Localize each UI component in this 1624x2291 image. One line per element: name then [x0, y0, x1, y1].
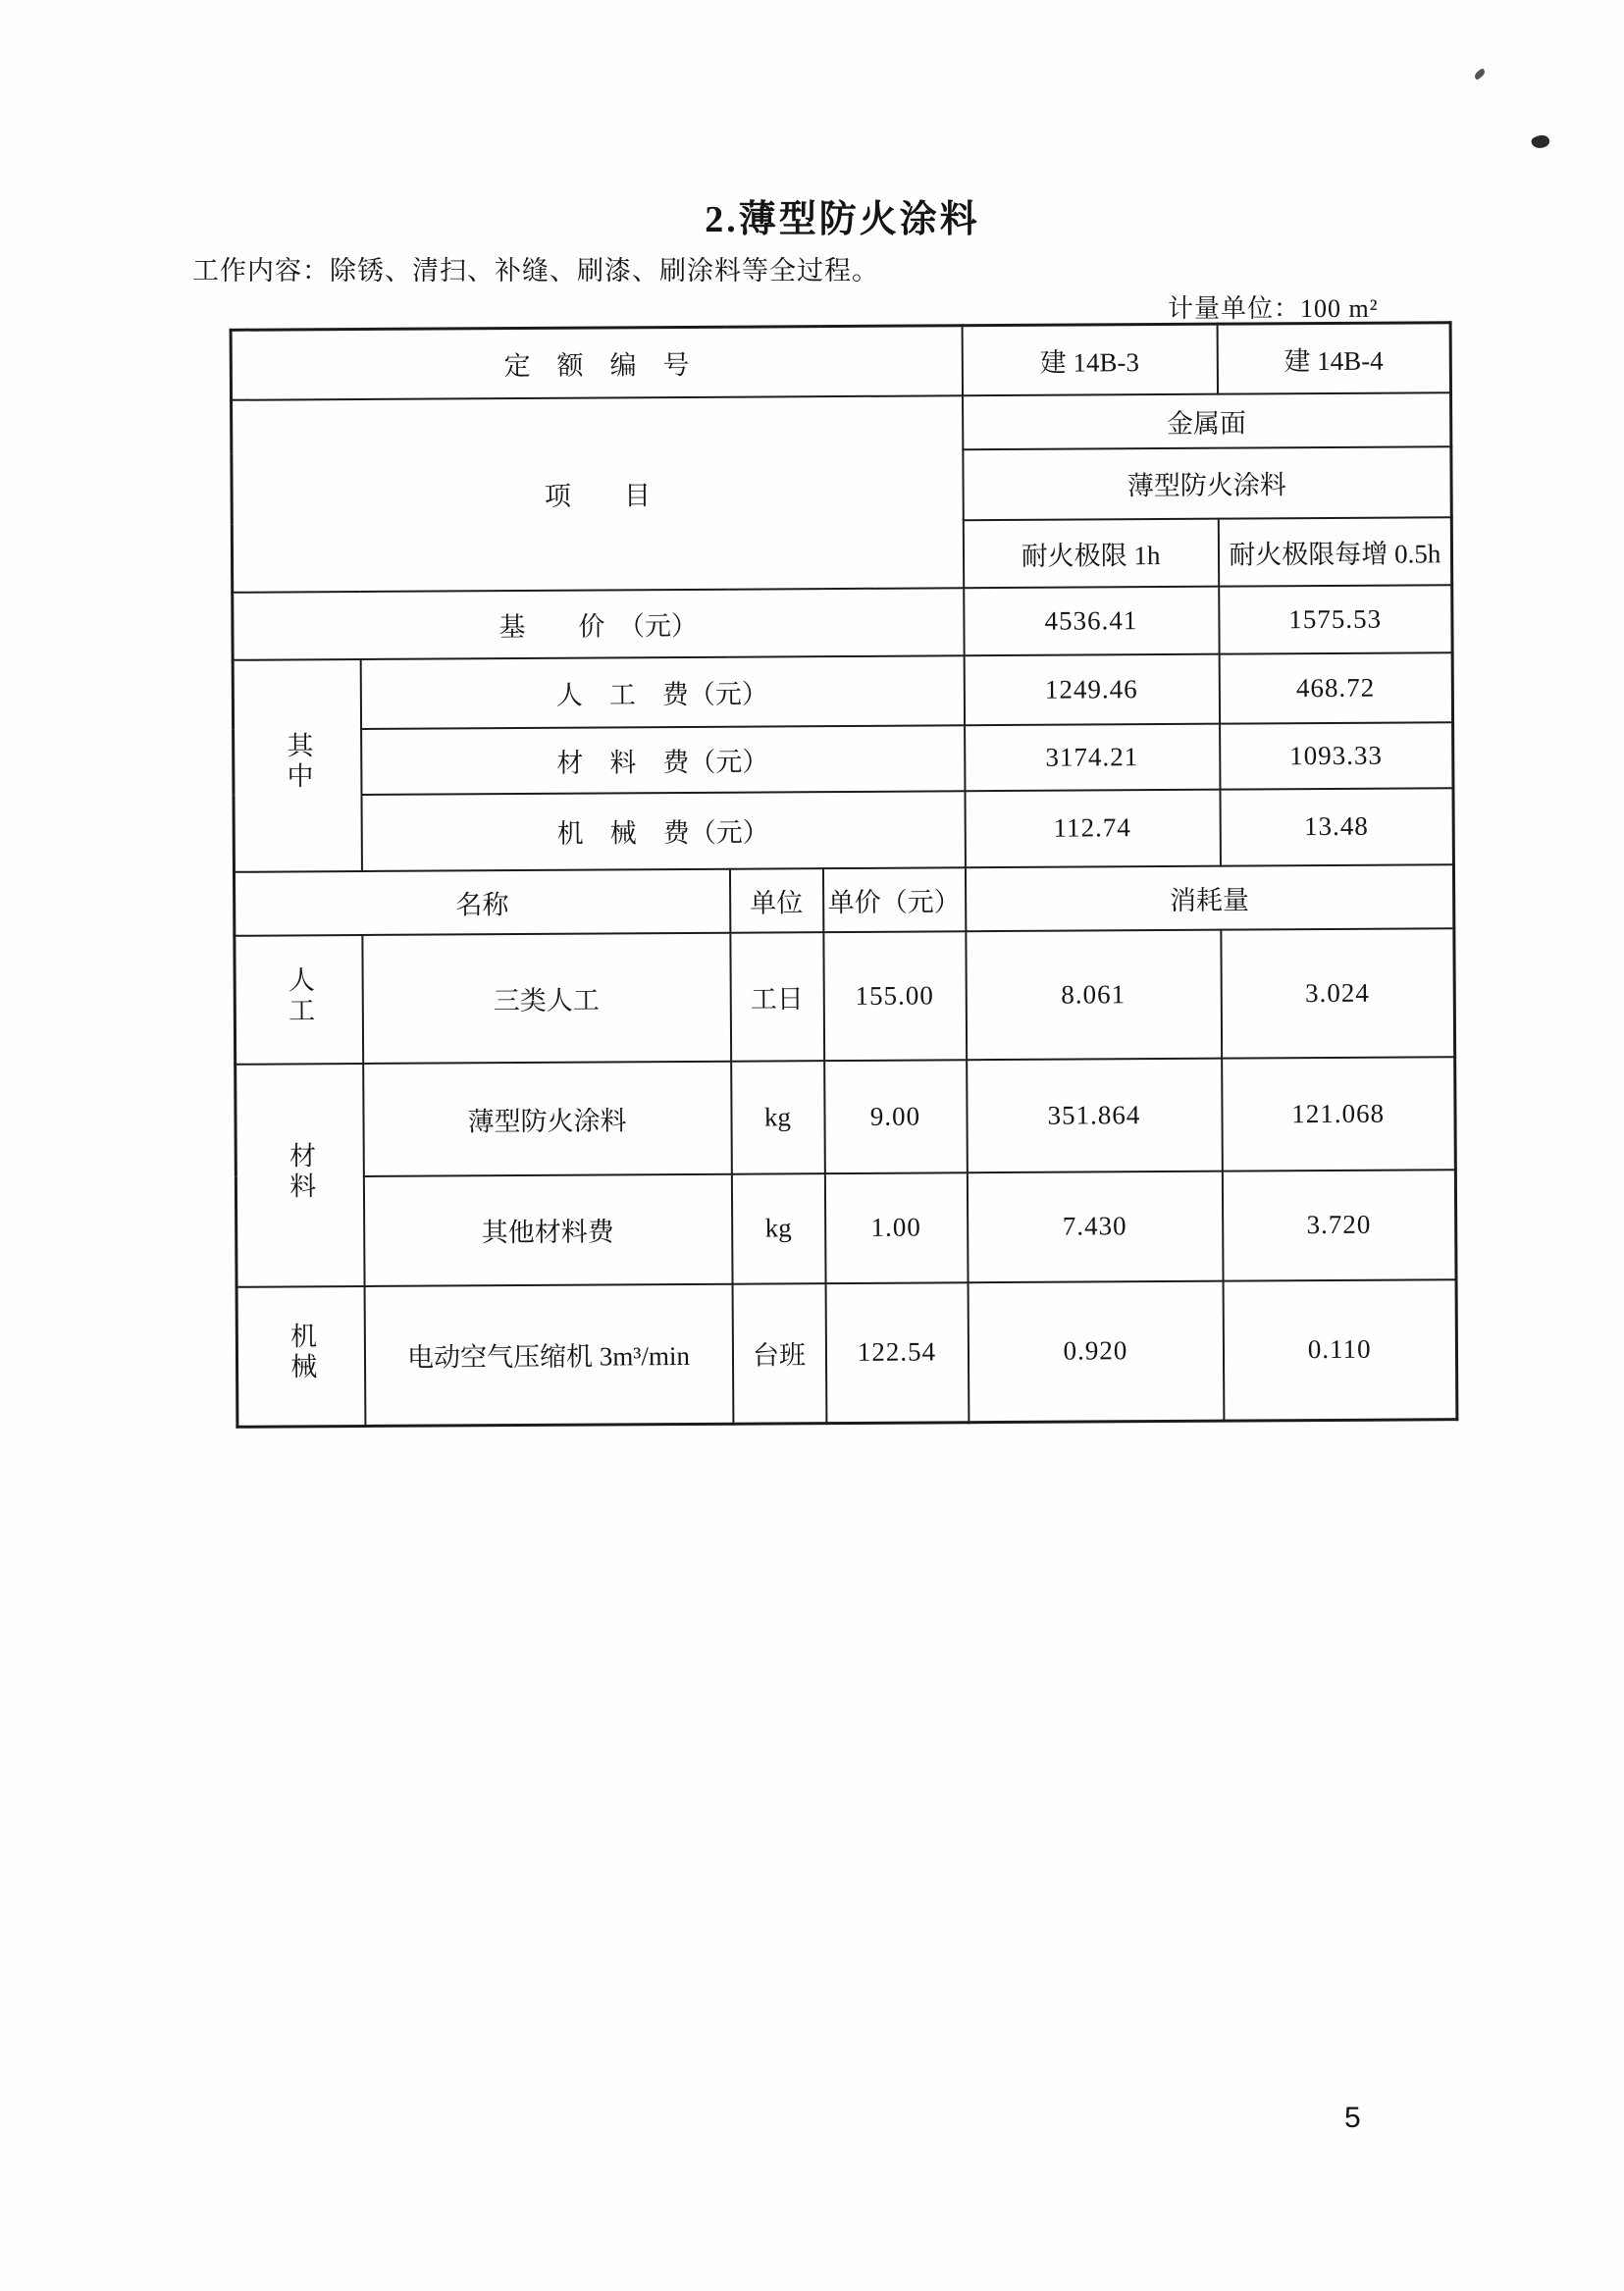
machine-name-cell: 电动空气压缩机 3m³/min [364, 1283, 733, 1426]
labor-unit-cell: 工日 [730, 932, 824, 1062]
ink-speck [1530, 132, 1550, 150]
material-category-cell [236, 1063, 364, 1286]
fire-limit-cell-1: 耐火极限 1h [963, 518, 1218, 588]
material2-unit-cell: kg [731, 1173, 825, 1284]
labor-consumption-2: 3.024 [1221, 928, 1455, 1058]
material2-price-cell: 1.00 [824, 1172, 968, 1283]
item-label-cell: 项 目 [232, 395, 964, 593]
material1-name-cell: 薄型防火涂料 [363, 1061, 732, 1175]
labor-category-cell [235, 935, 363, 1065]
row-material-detail-2 [236, 1170, 1456, 1287]
fire-limit-cell-2: 耐火极限每增 0.5h [1218, 517, 1451, 586]
row-detail-header [234, 864, 1453, 936]
page-number: 5 [1344, 2102, 1361, 2134]
base-price-value-1: 4536.41 [964, 586, 1219, 655]
machine-cost-label: 机 械 费（元） [361, 791, 965, 871]
among-label: 其中 [283, 731, 313, 793]
quota-code-cell-2: 建 14B-4 [1217, 323, 1450, 393]
among-label-cell [233, 659, 361, 872]
header-unit-cell: 单位 [729, 868, 822, 933]
quota-table [230, 321, 1459, 1429]
base-price-value-2: 1575.53 [1219, 585, 1452, 653]
row-labor-cost [233, 652, 1452, 730]
labor-category-label: 人工 [284, 964, 315, 1026]
material1-unit-cell: kg [731, 1061, 825, 1174]
material-cost-label: 材 料 费（元） [361, 725, 965, 795]
machine-category-label: 机械 [287, 1322, 317, 1383]
row-quota-no [231, 323, 1450, 400]
labor-cost-label: 人 工 费（元） [360, 655, 964, 729]
measure-unit-note: 计量单位：100 m² [1168, 294, 1379, 323]
machine-cost-value-2: 13.48 [1220, 788, 1453, 865]
row-machine-detail [236, 1279, 1457, 1428]
header-consumption-cell: 消耗量 [965, 864, 1453, 931]
page-title: 2.薄型防火涂料 [705, 199, 980, 240]
quota-no-label-cell: 定 额 编 号 [231, 326, 962, 400]
material1-price-cell: 9.00 [824, 1060, 968, 1173]
machine-consumption-2: 0.110 [1223, 1279, 1457, 1421]
row-base-price [233, 585, 1452, 660]
machine-cost-value-1: 112.74 [965, 789, 1220, 867]
machine-price-cell: 122.54 [825, 1282, 969, 1424]
material1-consumption-2: 121.068 [1222, 1057, 1456, 1171]
labor-consumption-1: 8.061 [966, 929, 1222, 1060]
labor-name-cell: 三类人工 [362, 932, 731, 1063]
labor-cost-value-1: 1249.46 [964, 653, 1219, 725]
row-material-detail-1 [236, 1057, 1456, 1177]
header-price-cell: 单价（元） [822, 867, 965, 932]
material-cost-value-2: 1093.33 [1220, 722, 1453, 789]
machine-unit-cell: 台班 [732, 1283, 826, 1425]
machine-category-cell [236, 1285, 365, 1427]
quota-code-cell-1: 建 14B-3 [962, 324, 1217, 395]
row-material-cost [234, 722, 1453, 796]
coating-cell: 薄型防火涂料 [963, 446, 1451, 520]
base-price-label-cell: 基 价 （元） [233, 588, 964, 660]
material-category-label: 材料 [285, 1140, 316, 1202]
ink-speck [1473, 68, 1487, 80]
machine-consumption-1: 0.920 [968, 1280, 1224, 1423]
row-machine-cost [234, 788, 1453, 872]
work-content-line: 工作内容：除锈、清扫、补缝、刷漆、刷涂料等全过程。 [192, 256, 879, 286]
material1-consumption-1: 351.864 [967, 1058, 1223, 1172]
material2-name-cell: 其他材料费 [363, 1173, 732, 1285]
header-name-cell: 名称 [234, 868, 729, 935]
quota-table-wrap [230, 321, 1459, 1429]
row-labor-detail [235, 928, 1455, 1065]
labor-cost-value-2: 468.72 [1219, 652, 1452, 723]
row-surface [232, 392, 1451, 454]
material2-consumption-2: 3.720 [1222, 1170, 1456, 1280]
labor-price-cell: 155.00 [823, 931, 967, 1061]
material2-consumption-1: 7.430 [967, 1171, 1223, 1282]
material-cost-value-1: 3174.21 [965, 723, 1220, 791]
surface-cell: 金属面 [963, 392, 1451, 449]
